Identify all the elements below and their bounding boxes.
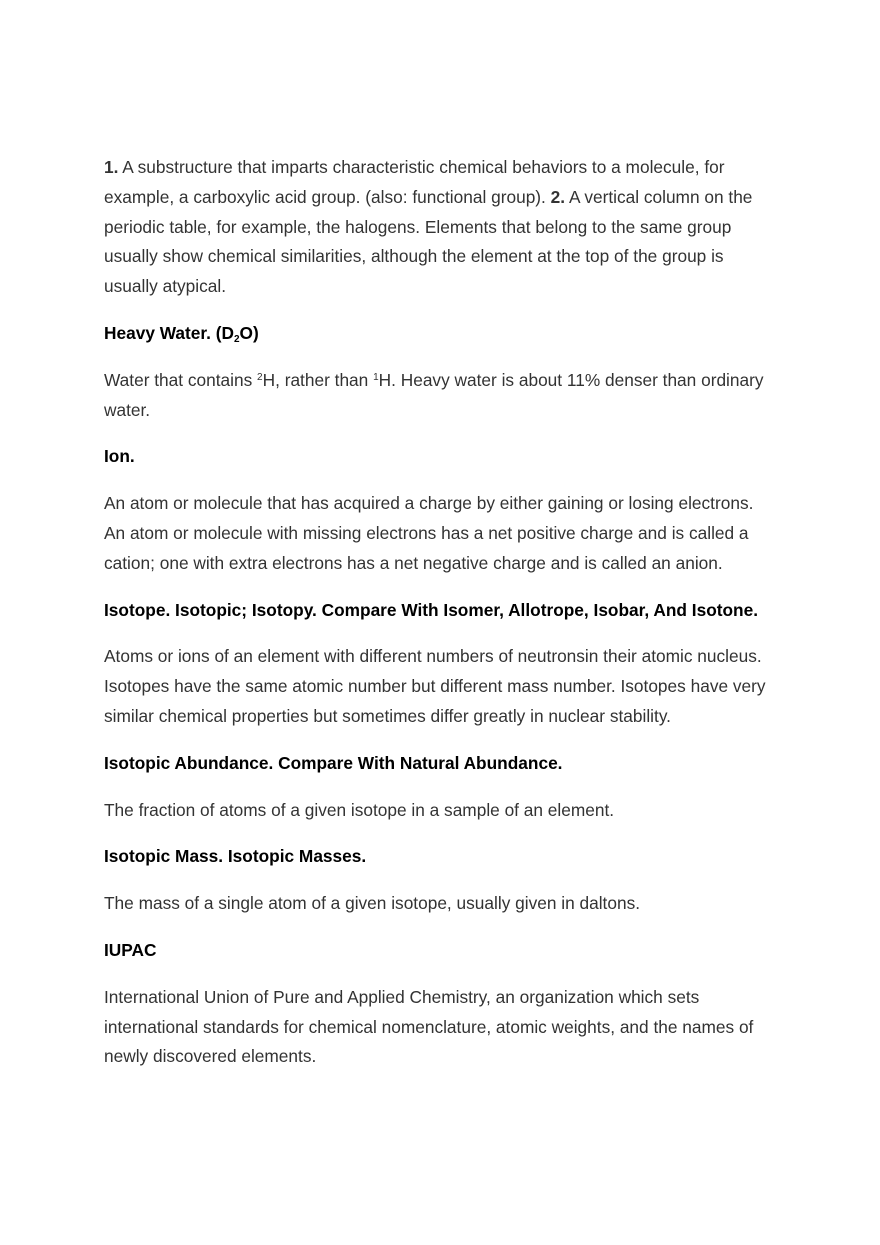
term-title-part: O)	[239, 322, 259, 343]
term-isotope: Isotope. Isotopic; Isotopy. Compare With Isomer, Allotrope, Isobar, And Isotone.	[104, 599, 759, 620]
term-heavy-water	[104, 319, 776, 349]
definition-isotopic-mass: The mass of a single atom of a given isotope, usually given in daltons.	[104, 893, 641, 914]
term-ion: Ion.	[104, 446, 135, 467]
term-isotopic-abundance: Isotopic Abundance. Compare With Natural Abundance.	[104, 752, 563, 773]
definition-text-1: A substructure that imparts characteristic chemical behaviors to a molecule, for example, a carboxylic acid group. (also: functional group).	[104, 157, 725, 207]
term-iupac: IUPAC	[104, 939, 157, 960]
definition-text-part: H. Heavy water is about 11% denser than ordinary water.	[104, 369, 764, 420]
definition-isotope: Atoms or ions of an element with different numbers of neutronsin their atomic nucleus. Isotopes have the same atomic number but different mass number. Isotopes have very similar chemical properties but sometimes differ greatly in nuclear stability.	[104, 646, 766, 726]
definition-text-part: Water that contains	[104, 369, 258, 390]
group-definition	[104, 153, 776, 302]
definition-text-2: A vertical column on the periodic table, for example, the halogens. Elements that belong to the same group usually show chemical similarities, although the element at the top of the group is usually atypical.	[104, 186, 753, 297]
superscript: 2	[257, 371, 263, 383]
term-isotopic-mass: Isotopic Mass. Isotopic Masses.	[104, 846, 367, 867]
subscript: 2	[233, 333, 240, 345]
glossary-page	[104, 153, 776, 1089]
definition-iupac: International Union of Pure and Applied Chemistry, an organization which sets international standards for chemical nomenclature, atomic weights, and the names of newly discovered elements.	[104, 986, 754, 1067]
definition-text-part: H, rather than	[262, 369, 374, 390]
term-title-part: Heavy Water. (D	[104, 322, 234, 343]
definition-number-2: 2.	[550, 186, 566, 207]
definition-number-1: 1.	[104, 157, 119, 177]
definition-heavy-water	[104, 366, 776, 426]
definition-isotopic-abundance: The fraction of atoms of a given isotope in a sample of an element.	[104, 799, 615, 820]
definition-ion: An atom or molecule that has acquired a charge by either gaining or losing electrons. An atom or molecule with missing electrons has a net positive charge and is called a cation; one with extra electrons has a net negative charge and is called an anion.	[104, 493, 754, 573]
superscript: 1	[373, 371, 379, 383]
